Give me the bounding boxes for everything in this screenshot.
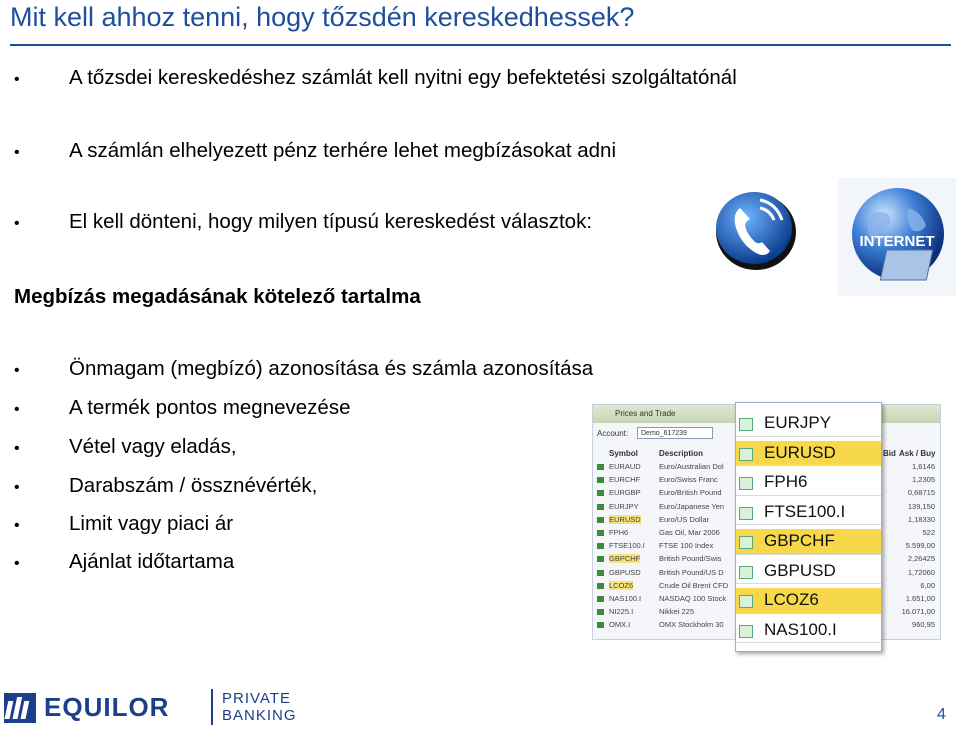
row-flag-icon (597, 530, 604, 536)
header-symbol: Symbol (609, 449, 638, 458)
bullet-item (14, 66, 737, 90)
row-description: British Pound/Swis (659, 554, 722, 564)
bullet-item (14, 357, 593, 381)
zoom-symbol-label: FTSE100.I (764, 501, 846, 521)
row-symbol: NAS100.I (609, 594, 642, 603)
row-flag-icon (597, 517, 604, 523)
row-symbol: EURUSD (609, 514, 641, 524)
row-flag-icon (597, 490, 604, 496)
zoom-list-item (736, 529, 881, 555)
row-value: 0,68715 (907, 488, 935, 498)
row-symbol: NI225.I (609, 607, 634, 617)
equilor-logo-mark (4, 693, 36, 723)
zoom-symbol-label: GBPUSD (764, 560, 836, 580)
order-flag-icon (739, 418, 753, 431)
row-value: 522 (922, 528, 935, 537)
zoom-list-item (736, 588, 881, 614)
order-flag-icon (739, 507, 753, 520)
bullet-text: A tőzsdei kereskedéshez számlát kell nyitni egy befektetési szolgáltatónál (69, 66, 737, 89)
zoom-list-item (736, 618, 881, 644)
page-number: 4 (937, 706, 946, 723)
row-flag-icon (597, 556, 604, 562)
row-value: 1,18330 (907, 514, 935, 524)
bullet-item (14, 550, 234, 574)
bullet-item (14, 210, 592, 234)
zoom-list-item (736, 441, 881, 467)
row-symbol: GBPCHF (609, 554, 641, 564)
bullet-text: Vétel vagy eladás, (69, 435, 237, 458)
row-value: 2,26425 (907, 554, 935, 564)
bullet-text: Darabszám / össznévérték, (69, 474, 318, 497)
row-symbol: EURGBP (609, 488, 641, 498)
header-ask: Ask / Buy (899, 449, 936, 458)
row-description: Euro/US Dollar (659, 514, 710, 524)
row-description: OMX Stockholm 30 (659, 620, 724, 630)
bullet-text: A számlán elhelyezett pénz terhére lehet megbízásokat adni (69, 139, 616, 162)
bullet-dot: • (14, 215, 20, 232)
logo-divider (211, 689, 213, 725)
row-symbol: EURJPY (609, 501, 639, 511)
row-flag-icon (597, 464, 604, 470)
bullet-dot: • (14, 440, 20, 457)
bullet-item (14, 139, 616, 163)
bullet-text: Limit vagy piaci ár (69, 512, 234, 535)
row-value: 1.651,00 (905, 594, 935, 603)
row-value: 960,95 (912, 620, 935, 630)
bullet-dot: • (14, 144, 20, 161)
order-flag-icon (739, 566, 753, 579)
bullet-dot: • (14, 555, 20, 572)
row-value: 6,00 (920, 580, 935, 590)
row-symbol: LCOZ6 (609, 580, 634, 590)
row-flag-icon (597, 596, 604, 602)
zoom-symbol-label: FPH6 (764, 472, 808, 491)
row-flag-icon (597, 583, 604, 589)
internet-globe-icon (838, 178, 956, 296)
row-value: 1,72060 (907, 567, 935, 577)
zoom-symbol-label: LCOZ6 (764, 590, 819, 609)
row-description: British Pound/US D (659, 567, 724, 577)
bullet-text: Önmagam (megbízó) azonosítása és számla azonosítása (69, 357, 594, 380)
row-symbol: FPH6 (609, 528, 629, 537)
bullet-text: A termék pontos megnevezése (69, 396, 351, 419)
zoom-list-item (736, 500, 881, 526)
bullet-text: El kell dönteni, hogy milyen típusú kereskedést választok: (69, 210, 593, 233)
row-description: Euro/British Pound (659, 488, 722, 498)
row-description: Euro/Swiss Franc (659, 475, 718, 485)
zoom-list-item (736, 559, 881, 585)
slide-title: Mit kell ahhoz tenni, hogy tőzsdén kereskedhessek? (10, 2, 635, 32)
bullet-item (14, 396, 350, 420)
bullet-item (14, 435, 237, 459)
order-flag-icon (739, 448, 753, 461)
row-description: NASDAQ 100 Stock (659, 594, 727, 603)
bullet-dot: • (14, 71, 20, 88)
row-flag-icon (597, 477, 604, 483)
account-select: Demo_617239 (637, 427, 713, 439)
row-symbol: EURCHF (609, 475, 641, 485)
row-value: 1,2305 (912, 475, 935, 485)
order-flag-icon (739, 625, 753, 638)
equilor-logo-text: EQUILOR (44, 692, 170, 722)
section-heading: Megbízás megadásának kötelező tartalma (14, 285, 421, 308)
zoom-symbol-label: NAS100.I (764, 619, 837, 639)
telephone-icon (712, 186, 798, 272)
logo-private: PRIVATE (222, 690, 291, 707)
internet-label: INTERNET (859, 233, 935, 250)
logo-banking: BANKING (222, 707, 297, 724)
bullet-item (14, 474, 317, 498)
row-description: Nikkei 225 (659, 607, 695, 617)
row-description: Crude Oil Brent CFD (659, 580, 729, 590)
row-flag-icon (597, 570, 604, 576)
row-value: 5.599,00 (905, 541, 935, 551)
panel-title: Prices and Trade (615, 409, 676, 418)
row-description: Gas Oil, Mar 2006 (659, 528, 720, 537)
bullet-dot: • (14, 479, 20, 496)
row-flag-icon (597, 504, 604, 510)
header-description: Description (659, 449, 704, 458)
row-flag-icon (597, 543, 604, 549)
row-symbol: EURAUD (609, 462, 641, 471)
account-label: Account: (597, 429, 629, 438)
bullet-dot: • (14, 517, 20, 534)
zoom-list-item (736, 470, 881, 496)
row-description: Euro/Japanese Yen (659, 501, 725, 511)
row-symbol: OMX.I (609, 620, 631, 630)
bullet-dot: • (14, 401, 20, 418)
zoom-symbol-label: EURJPY (764, 413, 832, 432)
row-description: Euro/Australian Dol (659, 462, 724, 471)
zoom-symbol-label: GBPCHF (764, 531, 835, 550)
order-flag-icon (739, 536, 753, 549)
zoom-symbol-label: EURUSD (764, 442, 836, 462)
row-value: 1,6146 (912, 462, 935, 471)
row-description: FTSE 100 Index (659, 541, 714, 551)
row-symbol: FTSE100.I (609, 541, 645, 551)
header-bid: Bid (883, 449, 896, 458)
title-divider (10, 44, 951, 46)
bullet-item (14, 512, 233, 536)
order-flag-icon (739, 477, 753, 490)
zoom-list-item (736, 411, 881, 437)
row-flag-icon (597, 622, 604, 628)
row-flag-icon (597, 609, 604, 615)
order-flag-icon (739, 595, 753, 608)
row-value: 16.071,00 (901, 607, 935, 617)
bullet-text: Ajánlat időtartama (69, 550, 235, 573)
row-value: 139,150 (907, 501, 935, 511)
row-symbol: GBPUSD (609, 567, 641, 577)
bullet-dot: • (14, 362, 20, 379)
magnified-symbol-list (735, 402, 882, 652)
